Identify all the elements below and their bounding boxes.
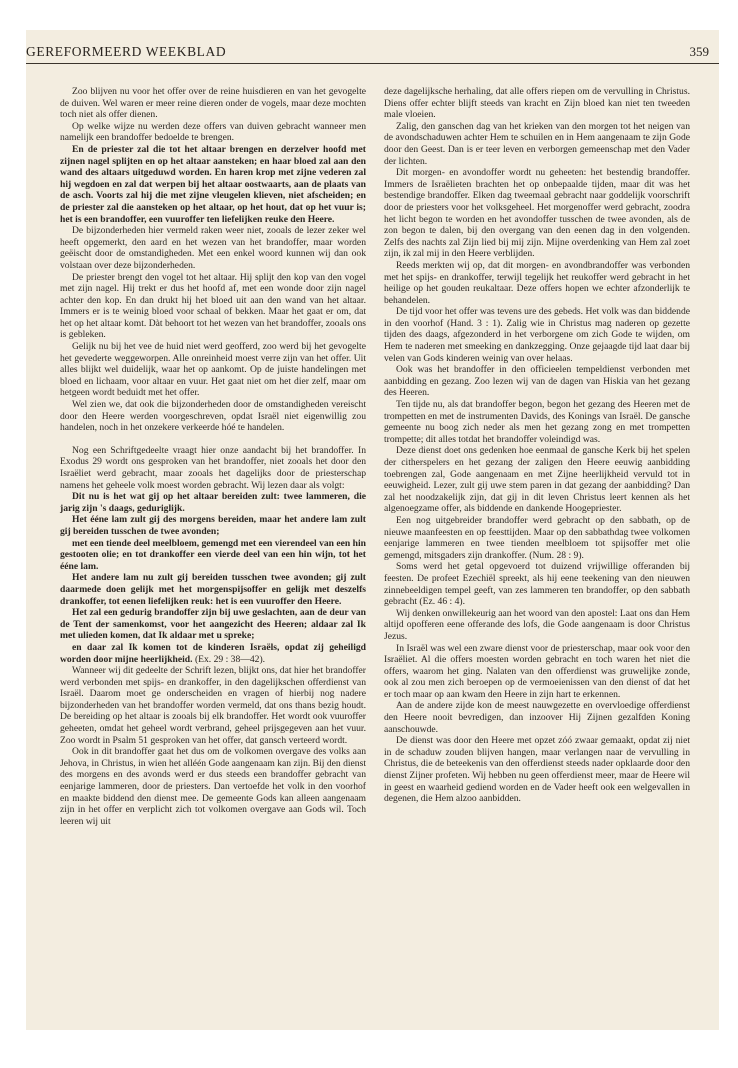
paragraph: Aan de andere zijde kon de meest nauwgezette en overvloedige offerdienst den Heere nooit bevredigen, dan inzoover Hij Zijnen gezalfden Koning aanschouwde. (384, 700, 690, 735)
paragraph: Gelijk nu bij het vee de huid niet werd geofferd, zoo werd bij het gevogelte het gevederte weggeworpen. Alle onreinheid moest verre zijn van het offer. Uit alles blijkt wel duidelijk, waar het op aankomt. Op de juiste handelingen met bloed en lichaam, voor altaar en vuur. Het gaat niet om het dier zelf, maar om hetgeen wordt beduidt met het offer. (60, 341, 366, 399)
paragraph: Dit morgen- en avondoffer wordt nu geheeten: het bestendig brandoffer. Immers de Israëlieten brachten het op onbepaalde tijden, maar dit was het bestendige brandoffer. Elken dag tweemaal gebracht naar goddelijk voorschrift door de priesters voor het volksgeheel. Het morgenoffer werd gebracht, zoodra het licht begon te worden en het avondoffer tusschen de twee avonden, als de zon begon te dalen, bij den overgang van den eenen dag in den volgenden. Zelfs des nachts zal Zijn lied bij mij zijn. Mijne overdenking van Hem zal zoet zijn, ik zal mij in den Heere verblijden. (384, 167, 690, 260)
left-column (60, 86, 366, 827)
header-rule (26, 63, 719, 64)
scripture-quote: met een tiende deel meelbloem, gemengd met een vierendeel van een hin gestooten olie; en tot drankoffer een vierde deel van een hin wijn, tot het ééne lam. (60, 537, 366, 572)
paragraph: De tijd voor het offer was tevens ure des gebeds. Het volk was dan biddende in den voorhof (Hand. 3 : 1). Zalig wie in Christus mag naderen op gezette tijden des daags, afgezonderd in het verborgene om zich Gode te wijden, om Hem te naderen met smeeking en dankzegging. Onze gejaagde tijd laat daar bij velen van Gods kinderen weinig van over helaas. (384, 306, 690, 364)
scripture-quote: Het ééne lam zult gij des morgens bereiden, maar het andere lam zult gij bereiden tusschen de twee avonden; (60, 514, 366, 537)
paragraph: Wij denken onwillekeurig aan het woord van den apostel: Laat ons dan Hem altijd opofferen eene offerande des lofs, die Gode aangenaam is door Christus Jezus. (384, 607, 690, 642)
publication-title: GEREFORMEERD WEEKBLAD (26, 44, 227, 59)
paragraph: deze dagelijksche herhaling, dat alle offers riepen om de vervulling in Christus. Diens offer echter blijft steeds van kracht en Zijn bloed kan niet ten tweeden male vloeien. (384, 86, 690, 121)
scripture-reference: (Ex. 29 : 38—42). (194, 653, 266, 665)
paragraph: Ook in dit brandoffer gaat het dus om de volkomen overgave des volks aan Jehova, in Christus, in wien het alléén Gode aangenaam kan zijn. Bij den dienst des morgens en des avonds werd er dus steeds een brandoffer gebracht van eenjarige lammeren, door de priesters. Dan vertoefde het volk in den voorhof en maakte biddend den dienst mee. De gemeente Gods kan alleen aangenaam zijn in het offer en verplicht zich tot volkomen overgave aan Gods wil. Toch leeren wij uit (60, 746, 366, 827)
paragraph: In Israël was wel een zware dienst voor de priesterschap, maar ook voor den Israëliet. Al die offers moesten worden gebracht en toch waren het niet die offers, waarom het ging. Nalaten van den offerdienst was gruwelijke zonde, ook al zou men zich beroepen op de vermoeienissen van den dienst of dat het er toch maar op aan kwam den Heere in zijn hart te erkennen. (384, 642, 690, 700)
page-number: 359 (689, 44, 709, 59)
scripture-quote: En de priester zal die tot het altaar brengen en derzelver hoofd met zijnen nagel splijten en op het altaar aansteken; en haar bloed zal aan den wand des altaars uitgeduwd worden. En haren krop met zijne vederen zal hij wegdoen en zal dat werpen bij het altaar oostwaarts, aan de plaats van de asch. Voorts zal hij die met zijne vleugelen klieven, niet afscheiden; en de priester zal die aansteken op het altaar, op het hout, dat op het vuur is; het is een brandoffer, een vuuroffer ten liefelijken reuke den Heere. (60, 143, 366, 225)
paragraph: Een nog uitgebreider brandoffer werd gebracht op den sabbath, op de nieuwe maanfeesten en op feesttijden. Maar op den sabbathdag twee volkomen eenjarige lammeren en twee tienden meelbloem tot spijsoffer met olie gemengd, mitsgaders zijn drankoffer. (Num. 28 : 9). (384, 514, 690, 561)
paragraph: Zoo blijven nu voor het offer over de reine huisdieren en van het gevogelte de duiven. Wel waren er meer reine dieren onder de vogels, maar deze mochten toch niet als offer dienen. (60, 86, 366, 121)
scripture-quote: Het andere lam nu zult gij bereiden tusschen twee avonden; gij zult daarmede doen gelijk met het morgenspijsoffer en gelijk met deszelfs drankoffer, tot eenen liefelijken reuk: het is een vuuroffer den Heere. (60, 572, 366, 607)
paragraph: Ten tijde nu, als dat brandoffer begon, begon het gezang des Heeren met de trompetten en met de instrumenten Davids, des Konings van Israël. De gansche gemeente nu boog zich neder als men het gezang zong en met trompetten trompette; dit alles totdat het brandoffer voleindigd was. (384, 399, 690, 445)
paragraph: Nog een Schriftgedeelte vraagt hier onze aandacht bij het brandoffer. In Exodus 29 wordt ons gesproken van het brandoffer, niet zooals het door den Israëliet werd gebracht, maar zooals het dagelijks door de priesterschap namens het geheele volk moest worden gebracht. Wij lezen daar als volgt: (60, 444, 366, 491)
paragraph: Zalig, den ganschen dag van het krieken van den morgen tot het neigen van de avondschaduwen achter Hem te schuilen en in Hem aangenaam te zijn Gode door den Geest. Dan is er teer leven en verborgen gemeenschap met den Vader der lichten. (384, 120, 690, 167)
paragraph: Ook was het brandoffer in den officieelen tempeldienst verbonden met aanbidding en gezang. Zoo lezen wij van de dagen van Hiskia van het gezang des Heeren. (384, 364, 690, 399)
scripture-quote: Dit nu is het wat gij op het altaar bereiden zult: twee lammeren, die jarig zijn 's daags, geduriglijk. (60, 491, 366, 514)
paragraph: Wanneer wij dit gedeelte der Schrift lezen, blijkt ons, dat hier het brandoffer werd verbonden met spijs- en drankoffer, in den dagelijkschen offerdienst van Israël. Daarom moet ge onderscheiden en vragen of hierbij nog nadere bijzonderheden van het brandoffer worden vermeld, dat ons thans bezig houdt. De bereiding op het altaar is zooals bij elk brandoffer. Het wordt ook vuuroffer geheeten, omdat het geheel wordt verbrand, geheel prijsgegeven aan het vuur. Zoo wordt in Psalm 51 gesproken van het offer, dat gansch verteerd wordt. (60, 665, 366, 746)
scripture-quote: en daar zal Ik komen tot de kinderen Israëls, opdat zij geheiligd worden door mijne heerlijkheid. (60, 641, 366, 665)
scripture-quote: Het zal een gedurig brandoffer zijn bij uwe geslachten, aan de deur van de Tent der samenkomst, voor het aangezicht des Heeren; aldaar zal Ik met ulieden komen, dat Ik aldaar met u spreke; (60, 607, 366, 642)
paragraph: Reeds merkten wij op, dat dit morgen- en avondbrandoffer was verbonden met het spijs- en drankoffer, terwijl tegelijk het reukoffer werd gebracht in het heilige op het gouden reukaltaar. Deze offers hopen we echter afzonderlijk te behandelen. (384, 259, 690, 306)
paragraph: De bijzonderheden hier vermeld raken weer niet, zooals de lezer zeker wel heeft opgemerkt, den aard en het wezen van het brandoffer, maar worden geëischt door de omstandigheden. Met een enkel woord kunnen wij dan ook volstaan over deze bijzonderheden. (60, 225, 366, 271)
paragraph: De dienst was door den Heere met opzet zóó zwaar gemaakt, opdat zij niet in de schaduw zouden blijven hangen, maar verlangen naar de vervulling in Christus, die de beteekenis van den offerdienst steeds nader opklaarde door den dienst Zijner profeten. Wij hebben nu geen offerdienst meer, maar de Heere wil in geest en waarheid gediend worden en de Vader heeft ook een welgevallen in degenen, die Hem alzoo aanbidden. (384, 735, 690, 805)
right-column (384, 86, 690, 805)
paragraph: Wel zien we, dat ook die bijzonderheden door de omstandigheden vereischt door den Heere werden voorgeschreven, opdat Israël niet eigenwillig zou handelen, noch in het onzekere verkeerde hóé te handelen. (60, 399, 366, 434)
paragraph: Soms werd het getal opgevoerd tot duizend vrijwillige offeranden bij feesten. De profeet Ezechiël spreekt, als hij eene teekening van den nieuwen zinnebeeldigen tempel geeft, van zes lammeren ten brandoffer, op den sabbath gebracht (Ez. 46 : 4). (384, 561, 690, 608)
paragraph: De priester brengt den vogel tot het altaar. Hij splijt den kop van den vogel met zijn nagel. Hij trekt er dus het hoofd af, met een wonde door zijn nagel achter den kop. En dan drukt hij het bloed uit aan den wand van het altaar. Immers er is te weinig bloed voor schaal of bekken. Maar het gaat er om, dat het op het altaar komt. Dàt behoort tot het wezen van het brandoffer, zooals ons is gebleken. (60, 271, 366, 341)
paragraph: Op welke wijze nu werden deze offers van duiven gebracht wanneer men namelijk een brandoffer bedoelde te brengen. (60, 120, 366, 144)
paragraph: Deze dienst doet ons gedenken hoe eenmaal de gansche Kerk bij het spelen der citherspelers en het gezang der zaligen den Heere eeuwig aanbidding toebrengen zal, Gode aangenaam en met Zijne heerlijkheid vervuld tot in eeuwigheid. Lezer, zult gij uwe stem paren in dat gezang der aanbidding? Dan zal het noodzakelijk zijn, dat gij in dit leven Christus leert kennen als het algenoegzame offer, als biddende en dankende Hoogepriester. (384, 445, 690, 515)
scripture-quote-end (60, 642, 366, 665)
